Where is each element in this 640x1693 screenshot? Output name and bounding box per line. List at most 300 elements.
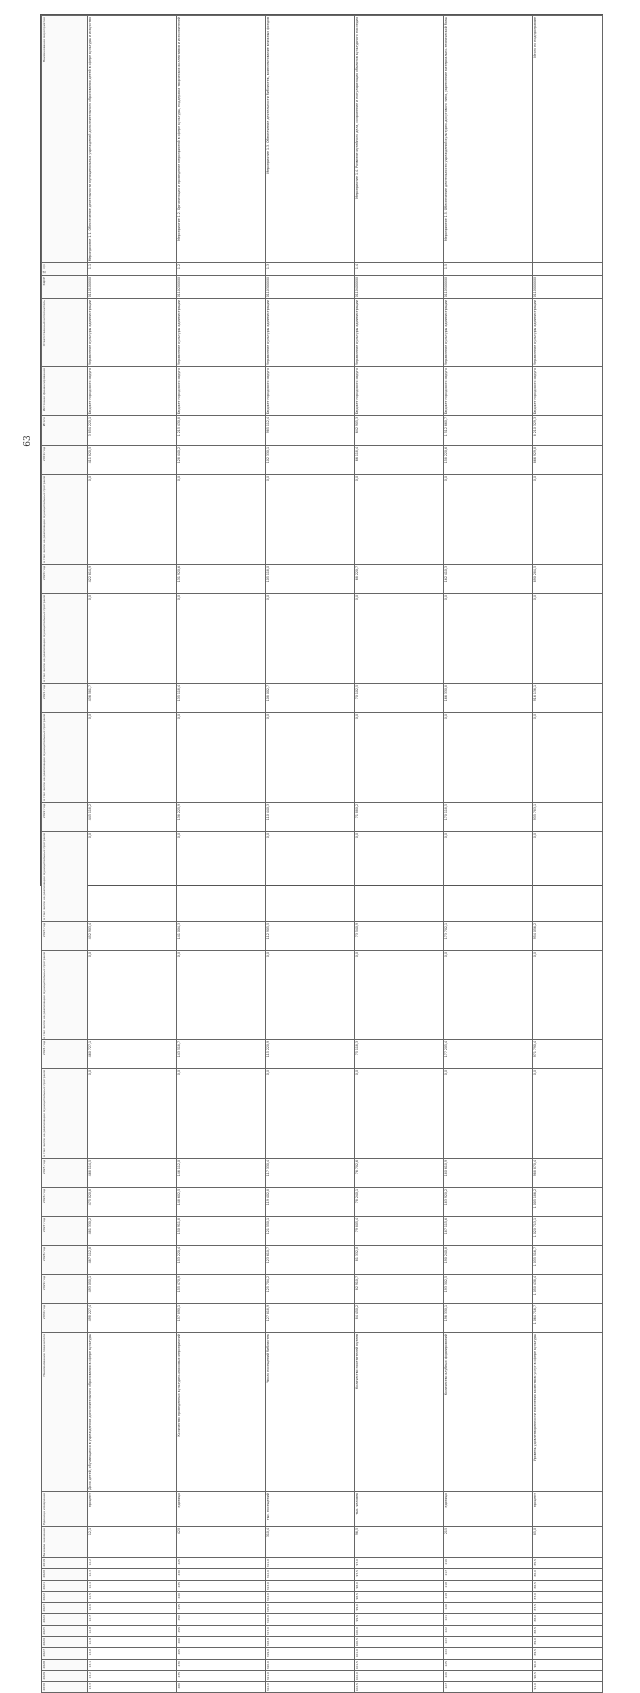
column-header-label: 2020 год bbox=[42, 566, 46, 581]
row-value: 73 540,9 bbox=[355, 922, 359, 937]
row-target: 13,0 bbox=[88, 1649, 92, 1656]
row-target: 90,5 bbox=[533, 1671, 537, 1679]
table-cell bbox=[88, 1491, 177, 1526]
table-cell bbox=[88, 1159, 177, 1188]
row-target: 86,5 bbox=[533, 1581, 537, 1589]
row-value: 0,0 bbox=[355, 951, 359, 957]
row-target: 224 bbox=[444, 1649, 448, 1655]
column-header-label: КЦСР bbox=[42, 277, 46, 286]
table-cell bbox=[444, 263, 533, 276]
row-value: 84 450,2 bbox=[355, 1305, 359, 1320]
table-cell bbox=[266, 1580, 355, 1591]
table-cell bbox=[444, 1659, 533, 1670]
table-cell bbox=[266, 1069, 355, 1159]
row-target: 319,0 bbox=[266, 1649, 270, 1658]
table-cell bbox=[533, 1040, 603, 1069]
table-cell bbox=[533, 1491, 603, 1526]
row-value: 0,0 bbox=[266, 713, 270, 720]
table-cell bbox=[444, 1670, 533, 1681]
table-cell bbox=[177, 712, 266, 802]
row-value: 70 102,5 bbox=[355, 684, 359, 700]
row-target: 12,6 bbox=[88, 1604, 92, 1611]
row-target: 440 bbox=[177, 1592, 181, 1599]
budget-table-page bbox=[40, 14, 603, 1692]
table-cell bbox=[266, 831, 355, 921]
row-value: 102 330,1 bbox=[266, 447, 270, 464]
table-cell bbox=[355, 1040, 444, 1069]
table-cell bbox=[444, 1603, 533, 1614]
table-cell bbox=[533, 1188, 603, 1217]
table-cell bbox=[177, 1333, 266, 1492]
row-target: 316,0 bbox=[266, 1615, 270, 1624]
row-value: 0,0 bbox=[533, 951, 537, 957]
row-value: 8 210 329,3 bbox=[533, 417, 537, 437]
row-value: 81 332,0 bbox=[355, 1247, 359, 1262]
row-target: 322,0 bbox=[266, 1683, 270, 1692]
table-cell bbox=[266, 1569, 355, 1580]
table-cell bbox=[88, 1246, 177, 1275]
row-value: 180 610,9 bbox=[444, 1160, 448, 1177]
row-value: 1 005 186,2 bbox=[533, 1189, 537, 1209]
row-value: 75 118,3 bbox=[355, 1041, 359, 1056]
column-header-label: 2027 bbox=[42, 1649, 46, 1657]
row-value: 0,0 bbox=[88, 951, 92, 957]
row-value: 0,0 bbox=[444, 1070, 448, 1076]
row-target: 219 bbox=[444, 1592, 448, 1599]
table-cell bbox=[177, 950, 266, 1040]
table-cell bbox=[533, 1648, 603, 1659]
row-value: 422 614,9 bbox=[88, 566, 92, 583]
table-cell bbox=[177, 1614, 266, 1625]
table-cell bbox=[88, 921, 177, 950]
table-cell bbox=[533, 1526, 603, 1558]
row-target: 460 bbox=[177, 1638, 181, 1644]
row-value: 0,0 bbox=[266, 595, 270, 601]
table-cell bbox=[266, 1625, 355, 1636]
row-value: 985 112,4 bbox=[266, 417, 270, 434]
row-target: 425 bbox=[177, 1559, 181, 1565]
table-cell bbox=[444, 921, 533, 950]
column-header bbox=[42, 299, 88, 367]
row-name: Мероприятие 1.5. Обеспечение деятельности учреждений культурно-досугового типа, укрепление материально-технической базы bbox=[444, 17, 448, 241]
table-cell bbox=[444, 446, 533, 475]
row-value: 117 330,4 bbox=[266, 1160, 270, 1177]
table-cell bbox=[266, 1614, 355, 1625]
table-cell bbox=[355, 16, 444, 263]
row-target: 89,0 bbox=[533, 1638, 537, 1645]
row-value: 125 704,2 bbox=[266, 1276, 270, 1293]
row-target: 85,5 bbox=[533, 1559, 537, 1566]
table-cell bbox=[533, 565, 603, 594]
table-cell bbox=[533, 1304, 603, 1333]
table-cell bbox=[533, 16, 603, 263]
table-cell bbox=[88, 276, 177, 299]
row-responsible: Управление культуры администрации bbox=[355, 300, 359, 366]
row-target: 12,2 bbox=[88, 1559, 92, 1566]
row-target: 221 bbox=[444, 1615, 448, 1621]
row-target: 455 bbox=[177, 1626, 181, 1633]
row-indicator: Число посещений библиотек bbox=[266, 1334, 270, 1383]
column-header bbox=[42, 1040, 88, 1069]
column-header bbox=[42, 594, 88, 684]
table-cell bbox=[266, 276, 355, 299]
column-header-label: 2023 bbox=[42, 1604, 46, 1612]
row-target: 102,0 bbox=[355, 1671, 359, 1681]
column-header-label: 2025 год bbox=[42, 1160, 46, 1175]
row-value: 121 550,1 bbox=[266, 1218, 270, 1235]
table-cell bbox=[266, 1591, 355, 1602]
table-cell bbox=[355, 367, 444, 416]
column-header-label: 2019 год bbox=[42, 447, 46, 462]
row-target: 315,0 bbox=[266, 1604, 270, 1613]
row-value: 0,0 bbox=[444, 476, 448, 482]
row-responsible: Управление культуры администрации bbox=[444, 300, 448, 366]
table-cell bbox=[355, 1614, 444, 1625]
row-target: 314,0 bbox=[266, 1592, 270, 1602]
row-value: 0,0 bbox=[355, 595, 359, 601]
table-cell bbox=[355, 683, 444, 712]
column-header-label: № п/п bbox=[42, 264, 46, 275]
row-value: 0,0 bbox=[88, 1070, 92, 1076]
column-header bbox=[42, 921, 88, 950]
column-header bbox=[42, 565, 88, 594]
column-header-label: 2026 год bbox=[42, 1189, 46, 1204]
column-header-label: 2028 год bbox=[42, 1247, 46, 1262]
row-value: 138 225,9 bbox=[177, 803, 181, 820]
row-target: 87,5 bbox=[533, 1604, 537, 1611]
row-unit: процент bbox=[88, 1492, 92, 1507]
column-header-label: Ответственный исполнитель bbox=[42, 300, 46, 347]
row-target: 13,2 bbox=[88, 1671, 92, 1679]
table-cell bbox=[444, 1333, 533, 1492]
column-header bbox=[42, 1526, 88, 1558]
table-cell bbox=[266, 683, 355, 712]
table-cell bbox=[533, 1625, 603, 1636]
row-target: 89,5 bbox=[533, 1649, 537, 1656]
row-value: 66 118,4 bbox=[355, 447, 359, 462]
table-cell bbox=[177, 299, 266, 367]
column-header-label: Базовое значение bbox=[42, 1527, 46, 1557]
row-value: 475 020,6 bbox=[88, 1189, 92, 1206]
table-cell bbox=[444, 1591, 533, 1602]
table-cell bbox=[88, 1591, 177, 1602]
row-value: 0,0 bbox=[266, 832, 270, 838]
table-cell bbox=[444, 1159, 533, 1188]
table-cell bbox=[444, 1526, 533, 1558]
table-cell bbox=[177, 1648, 266, 1659]
table-cell bbox=[177, 565, 266, 594]
table-cell bbox=[355, 475, 444, 565]
row-base: 96,5 bbox=[355, 1527, 359, 1535]
row-target: 227 bbox=[444, 1683, 448, 1689]
column-header bbox=[42, 1659, 88, 1670]
table-cell bbox=[266, 16, 355, 263]
column-header bbox=[42, 1188, 88, 1217]
row-name: Мероприятие 1.3. Обеспечение деятельности библиотек, комплектование книжных фондов bbox=[266, 17, 270, 174]
table-cell bbox=[355, 1682, 444, 1693]
table-cell bbox=[88, 1275, 177, 1304]
column-header bbox=[42, 683, 88, 712]
table-cell bbox=[177, 1275, 266, 1304]
column-header-label: в том числе на реализацию муниципальных программ bbox=[42, 951, 46, 1039]
row-value: 0,0 bbox=[444, 595, 448, 601]
table-cell bbox=[444, 1491, 533, 1526]
table-cell bbox=[88, 299, 177, 367]
table-cell bbox=[533, 1682, 603, 1693]
row-target: 90,0 bbox=[533, 1660, 537, 1668]
table-cell bbox=[88, 1614, 177, 1625]
table-cell bbox=[177, 1188, 266, 1217]
table-cell bbox=[444, 950, 533, 1040]
table-cell bbox=[533, 276, 603, 299]
table-cell bbox=[355, 1580, 444, 1591]
row-base: 85,0 bbox=[533, 1527, 537, 1535]
table-cell bbox=[355, 276, 444, 299]
column-header bbox=[42, 712, 88, 802]
row-target: 445 bbox=[177, 1604, 181, 1610]
table-cell bbox=[355, 1188, 444, 1217]
table-cell bbox=[266, 1333, 355, 1492]
table-cell bbox=[88, 1304, 177, 1333]
row-value: 177 205,4 bbox=[444, 1041, 448, 1058]
table-cell bbox=[266, 802, 355, 831]
table-cell bbox=[355, 1069, 444, 1159]
row-responsible: Управление культуры администрации bbox=[266, 300, 270, 366]
column-header bbox=[42, 16, 88, 263]
row-value: 128 440,2 bbox=[177, 447, 181, 464]
row-value: 1 215 430,8 bbox=[177, 417, 181, 437]
table-cell bbox=[177, 1526, 266, 1558]
table-cell bbox=[533, 1217, 603, 1246]
row-number: 1.2 bbox=[177, 264, 181, 270]
column-header bbox=[42, 1614, 88, 1625]
row-value: 0,0 bbox=[355, 832, 359, 838]
row-value: 0,0 bbox=[266, 1070, 270, 1076]
table-cell bbox=[88, 683, 177, 712]
table-cell bbox=[533, 1670, 603, 1681]
row-target: 12,5 bbox=[88, 1592, 92, 1600]
row-value: 162 410,3 bbox=[444, 566, 448, 583]
row-target: 435 bbox=[177, 1581, 181, 1588]
table-cell bbox=[177, 1159, 266, 1188]
row-source: Бюджет городского округа bbox=[177, 368, 181, 415]
table-cell bbox=[533, 1558, 603, 1569]
table-cell bbox=[444, 1625, 533, 1636]
row-target: 98,5 bbox=[355, 1592, 359, 1600]
table-cell bbox=[177, 1670, 266, 1681]
table-cell bbox=[355, 1569, 444, 1580]
row-value: 0,0 bbox=[266, 951, 270, 957]
table-cell bbox=[355, 1217, 444, 1246]
table-cell bbox=[266, 1670, 355, 1681]
row-value: 119 402,8 bbox=[266, 1189, 270, 1206]
row-target: 87,0 bbox=[533, 1592, 537, 1600]
column-header-label: Итого bbox=[42, 417, 46, 427]
row-target: 12,8 bbox=[88, 1626, 92, 1634]
table-cell bbox=[177, 1246, 266, 1275]
column-header bbox=[42, 1069, 88, 1159]
table-cell bbox=[266, 263, 355, 276]
table-cell bbox=[533, 367, 603, 416]
table-cell bbox=[355, 921, 444, 950]
column-header-label: 2028 bbox=[42, 1660, 46, 1669]
table-cell bbox=[355, 802, 444, 831]
column-header bbox=[42, 1591, 88, 1602]
column-header-label: 2023 год bbox=[42, 922, 46, 937]
table-cell bbox=[355, 1648, 444, 1659]
column-header bbox=[42, 1304, 88, 1333]
row-value: 498 227,4 bbox=[88, 1305, 92, 1322]
row-target: 86,0 bbox=[533, 1570, 537, 1577]
table-cell bbox=[355, 950, 444, 1040]
table-cell bbox=[88, 1625, 177, 1636]
column-header-label: в том числе на реализацию муниципальных программ bbox=[42, 1070, 46, 1158]
row-target: 223 bbox=[444, 1638, 448, 1644]
row-value: 0,0 bbox=[533, 832, 537, 838]
row-name: Мероприятие 1.4. Развитие музейного дела, сохранение и популяризация объектов культурного наследия bbox=[355, 17, 359, 199]
row-value: 183 920,2 bbox=[444, 1189, 448, 1206]
row-value: 155 470,9 bbox=[177, 1276, 181, 1293]
column-header-label: в том числе на реализацию муниципальных программ bbox=[42, 595, 46, 682]
table-cell bbox=[88, 950, 177, 1040]
row-value: 0,0 bbox=[177, 832, 181, 838]
row-target: 98,0 bbox=[355, 1581, 359, 1589]
row-indicator: Уровень удовлетворенности населения качеством услуг в сфере культуры bbox=[533, 1334, 537, 1462]
column-header bbox=[42, 831, 88, 921]
row-base: 310,4 bbox=[266, 1527, 270, 1537]
row-target: 101,0 bbox=[355, 1649, 359, 1658]
row-target: 88,0 bbox=[533, 1615, 537, 1622]
row-code: 0110000000 bbox=[533, 277, 537, 298]
table-cell bbox=[88, 1188, 177, 1217]
table-cell bbox=[88, 1637, 177, 1648]
table-cell bbox=[177, 1591, 266, 1602]
table-cell bbox=[355, 1603, 444, 1614]
column-header bbox=[42, 1275, 88, 1304]
table-cell bbox=[533, 1069, 603, 1159]
row-code: 0110500000 bbox=[444, 277, 448, 298]
table-cell bbox=[355, 1526, 444, 1558]
row-value: 0,0 bbox=[88, 713, 92, 720]
row-base: 420 bbox=[177, 1527, 181, 1534]
column-header bbox=[42, 1580, 88, 1591]
row-value: 0,0 bbox=[88, 476, 92, 482]
row-value: 0,0 bbox=[88, 832, 92, 838]
table-cell bbox=[177, 1040, 266, 1069]
row-value: 1 035 516,7 bbox=[533, 1247, 537, 1267]
table-cell bbox=[88, 1217, 177, 1246]
column-header-label: Единица измерения bbox=[42, 1492, 46, 1525]
table-cell bbox=[266, 1526, 355, 1558]
table-cell bbox=[177, 1069, 266, 1159]
row-number: 1.5 bbox=[444, 264, 448, 270]
row-source: Бюджет городского округа bbox=[266, 368, 270, 415]
row-value: 0,0 bbox=[444, 832, 448, 838]
table-cell bbox=[444, 1569, 533, 1580]
row-value: 1 064 716,7 bbox=[533, 1305, 537, 1325]
table-cell bbox=[355, 263, 444, 276]
table-cell bbox=[444, 1040, 533, 1069]
table-cell bbox=[177, 921, 266, 950]
table-cell bbox=[355, 446, 444, 475]
row-target: 13,3 bbox=[88, 1683, 92, 1690]
column-header-label: 2027 год bbox=[42, 1218, 46, 1233]
table-cell bbox=[355, 831, 444, 921]
row-target: 225 bbox=[444, 1660, 448, 1667]
row-target: 317,0 bbox=[266, 1626, 270, 1636]
row-value: 436 581,7 bbox=[88, 684, 92, 702]
row-value: 642 905,3 bbox=[355, 417, 359, 434]
table-cell bbox=[444, 1614, 533, 1625]
column-header bbox=[42, 1246, 88, 1275]
row-code: 0110400000 bbox=[355, 277, 359, 298]
table-cell bbox=[266, 1603, 355, 1614]
row-source: Бюджет городского округа bbox=[88, 368, 92, 415]
row-unit: процент bbox=[533, 1492, 537, 1507]
column-header-label: 2025 bbox=[42, 1626, 46, 1635]
column-header-label: в том числе на реализацию муниципальных программ bbox=[42, 713, 46, 801]
column-header bbox=[42, 276, 88, 299]
table-cell bbox=[355, 565, 444, 594]
table-cell bbox=[533, 802, 603, 831]
table-cell bbox=[533, 1637, 603, 1648]
table-cell bbox=[266, 1682, 355, 1693]
table-cell bbox=[88, 16, 177, 263]
row-value: 0,0 bbox=[355, 713, 359, 720]
row-value: 0,0 bbox=[266, 476, 270, 482]
table-cell bbox=[355, 1637, 444, 1648]
table-cell bbox=[444, 1217, 533, 1246]
table-cell bbox=[88, 1558, 177, 1569]
table-cell bbox=[266, 1648, 355, 1659]
row-value: 0,0 bbox=[355, 476, 359, 482]
table-cell bbox=[533, 712, 603, 802]
row-value: 141 004,3 bbox=[177, 922, 181, 939]
table-cell bbox=[266, 712, 355, 802]
table-cell bbox=[444, 1275, 533, 1304]
row-target: 99,0 bbox=[355, 1604, 359, 1611]
row-target: 12,4 bbox=[88, 1581, 92, 1589]
table-cell bbox=[177, 683, 266, 712]
column-header bbox=[42, 367, 88, 416]
table-cell bbox=[266, 921, 355, 950]
table-cell bbox=[444, 1558, 533, 1569]
row-value: 78 240,1 bbox=[355, 1189, 359, 1204]
column-header-label: 2029 год bbox=[42, 1276, 46, 1291]
table-cell bbox=[177, 416, 266, 446]
row-value: 0,0 bbox=[177, 1070, 181, 1076]
table-cell bbox=[266, 1637, 355, 1648]
row-value: 158 220,6 bbox=[444, 447, 448, 464]
row-value: 0,0 bbox=[177, 595, 181, 601]
column-header bbox=[42, 1637, 88, 1648]
table-cell bbox=[177, 831, 266, 921]
row-code: 0110200000 bbox=[177, 277, 181, 298]
row-value: 3 854 220,1 bbox=[88, 417, 92, 437]
row-target: 102,5 bbox=[355, 1683, 359, 1692]
table-cell bbox=[533, 950, 603, 1040]
table-cell bbox=[355, 1333, 444, 1492]
table-cell bbox=[266, 594, 355, 684]
table-cell bbox=[444, 416, 533, 446]
row-value: 487 112,8 bbox=[88, 1247, 92, 1264]
table-cell bbox=[88, 594, 177, 684]
table-cell bbox=[533, 446, 603, 475]
row-target: 12,9 bbox=[88, 1638, 92, 1645]
row-value: 157 890,1 bbox=[177, 1305, 181, 1322]
column-header bbox=[42, 1569, 88, 1580]
row-source: Бюджет городского округа bbox=[533, 368, 537, 415]
